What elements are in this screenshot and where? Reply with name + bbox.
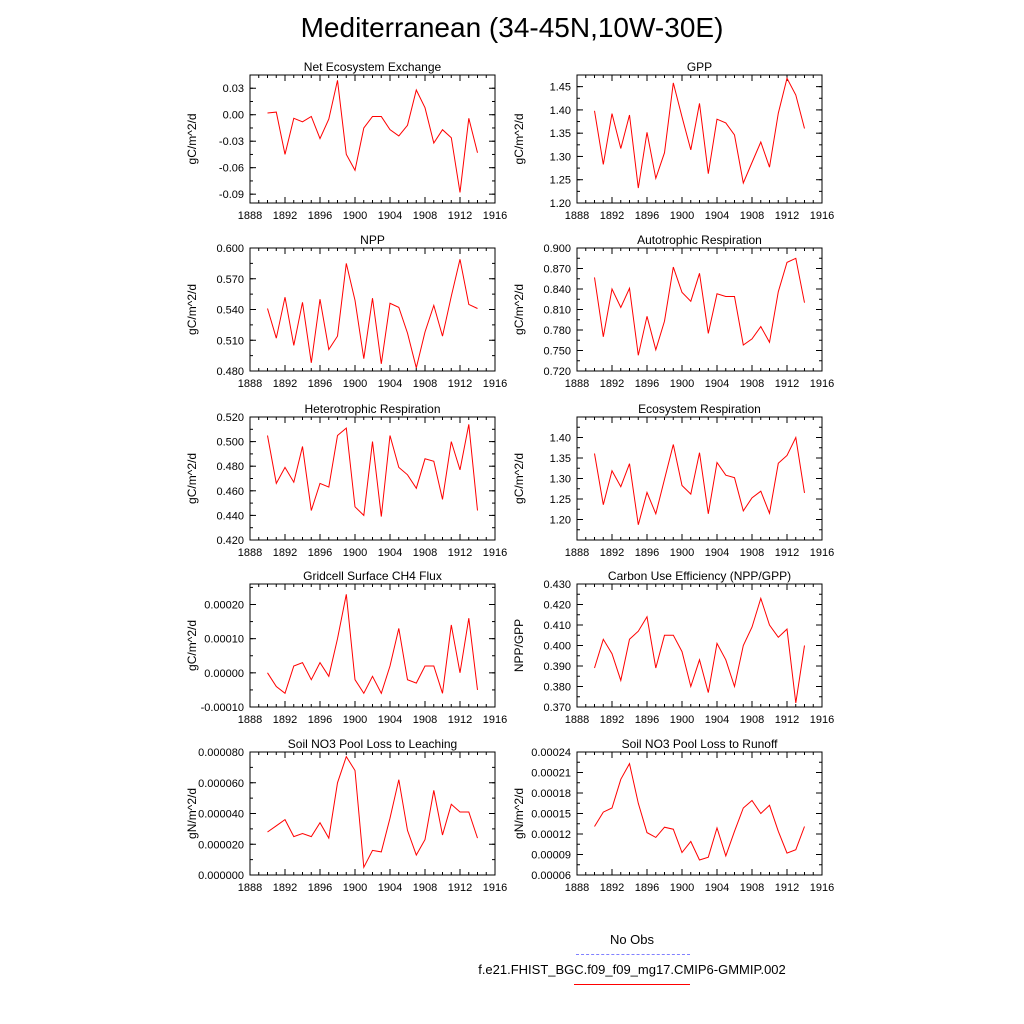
series-line [595, 764, 805, 860]
x-tick-label: 1912 [447, 547, 473, 559]
panel-title: Ecosystem Respiration [638, 402, 761, 416]
x-tick-label: 1892 [599, 378, 625, 390]
y-tick-label: 1.20 [549, 514, 571, 527]
y-tick-label: 0.570 [216, 273, 244, 286]
x-tick-label: 1900 [669, 547, 695, 559]
x-tick-label: 1912 [774, 547, 800, 559]
x-tick-label: 1888 [237, 714, 263, 726]
y-axis-label: NPP/GPP [512, 618, 526, 673]
panel-title: Autotrophic Respiration [637, 233, 762, 247]
y-tick-label: 0.00000 [204, 667, 244, 680]
y-tick-label: 1.25 [549, 494, 571, 506]
x-tick-label: 1900 [342, 378, 368, 390]
x-tick-label: 1900 [669, 210, 695, 222]
y-tick-label: 0.520 [216, 412, 244, 424]
x-tick-label: 1892 [599, 882, 625, 894]
panel-heterotrophic-respiration [185, 402, 507, 559]
x-tick-label: 1916 [809, 882, 835, 894]
series-line [595, 438, 805, 525]
y-tick-label: 1.35 [549, 128, 571, 141]
x-tick-label: 1888 [564, 882, 590, 894]
y-tick-label: 0.00018 [531, 788, 571, 800]
x-tick-label: 1896 [634, 714, 660, 726]
y-tick-label: 0.00020 [204, 599, 244, 612]
y-tick-label: 0.900 [543, 243, 571, 255]
panel-title: Heterotrophic Respiration [304, 402, 441, 416]
x-tick-label: 1900 [342, 714, 368, 726]
series-line [268, 594, 478, 693]
x-tick-label: 1900 [342, 547, 368, 559]
x-tick-label: 1900 [342, 210, 368, 222]
y-tick-label: 0.00009 [531, 849, 571, 862]
x-tick-label: 1900 [669, 714, 695, 726]
x-tick-label: 1888 [237, 210, 263, 222]
x-tick-label: 1916 [482, 547, 508, 559]
x-tick-label: 1916 [482, 714, 508, 726]
y-tick-label: 0.00012 [531, 829, 571, 841]
x-tick-label: 1892 [272, 378, 298, 390]
y-tick-label: 1.20 [549, 198, 571, 210]
y-tick-label: 0.000000 [198, 870, 244, 882]
plot-frame [577, 417, 822, 540]
panel-soil-no3-pool-loss-to-runoff [512, 737, 834, 894]
x-tick-label: 1896 [634, 547, 660, 559]
plot-frame [577, 752, 822, 875]
series-line [268, 259, 478, 368]
x-tick-label: 1892 [272, 210, 298, 222]
y-tick-label: -0.09 [218, 189, 244, 202]
y-tick-label: 0.750 [543, 345, 571, 358]
panel-title: Net Ecosystem Exchange [303, 60, 442, 74]
x-tick-label: 1904 [704, 714, 730, 726]
x-tick-label: 1908 [412, 547, 438, 559]
y-tick-label: 0.400 [543, 640, 571, 653]
series-line [595, 258, 805, 355]
x-tick-label: 1908 [739, 547, 765, 559]
plot-frame [577, 248, 822, 371]
y-tick-label: 0.480 [216, 461, 244, 474]
y-tick-label: 0.000040 [198, 808, 244, 821]
series-line [268, 424, 478, 516]
x-tick-label: 1888 [237, 378, 263, 390]
x-tick-label: 1888 [564, 378, 590, 390]
x-tick-label: 1908 [739, 378, 765, 390]
y-tick-label: 0.00021 [531, 767, 571, 780]
series-line [595, 78, 805, 188]
x-tick-label: 1904 [377, 882, 403, 894]
x-tick-label: 1892 [599, 547, 625, 559]
x-tick-label: 1916 [809, 378, 835, 390]
x-tick-label: 1904 [704, 210, 730, 222]
x-tick-label: 1904 [377, 714, 403, 726]
series-line [268, 757, 478, 868]
y-tick-label: 1.40 [549, 432, 571, 445]
x-tick-label: 1900 [669, 882, 695, 894]
y-axis-label: gC/m^2/d [512, 284, 526, 335]
x-tick-label: 1916 [482, 378, 508, 390]
x-tick-label: 1916 [482, 882, 508, 894]
x-tick-label: 1908 [412, 882, 438, 894]
y-tick-label: 0.480 [216, 366, 244, 378]
series-line [595, 598, 805, 703]
y-axis-label: gC/m^2/d [185, 113, 199, 165]
y-axis-label: gN/m^2/d [185, 788, 199, 839]
x-tick-label: 1916 [809, 547, 835, 559]
x-tick-label: 1912 [774, 714, 800, 726]
panel-title: GPP [686, 60, 713, 74]
y-axis-label: gC/m^2/d [185, 453, 199, 504]
panel-npp [185, 233, 507, 390]
legend-swatch-no-obs [576, 954, 690, 955]
x-tick-label: 1908 [412, 378, 438, 390]
panel-autotrophic-respiration [512, 233, 834, 390]
x-tick-label: 1904 [704, 378, 730, 390]
plot-frame [250, 417, 495, 540]
x-tick-label: 1916 [809, 210, 835, 222]
x-tick-label: 1896 [634, 378, 660, 390]
x-tick-label: 1912 [774, 882, 800, 894]
y-tick-label: 0.370 [543, 702, 571, 714]
x-tick-label: 1892 [272, 714, 298, 726]
y-tick-label: 1.35 [549, 453, 571, 465]
x-tick-label: 1896 [307, 882, 333, 894]
y-tick-label: 0.600 [216, 243, 244, 255]
panel-soil-no3-pool-loss-to-leaching [185, 737, 507, 894]
y-tick-label: 0.00024 [531, 747, 571, 759]
x-tick-label: 1896 [634, 210, 660, 222]
y-tick-label: 0.410 [543, 620, 571, 632]
y-tick-label: 0.000020 [198, 839, 244, 852]
x-tick-label: 1896 [307, 714, 333, 726]
panel-gpp [512, 60, 834, 222]
y-axis-label: gC/m^2/d [185, 284, 199, 335]
x-tick-label: 1896 [634, 882, 660, 894]
y-tick-label: 0.00006 [531, 870, 571, 882]
y-tick-label: 0.00010 [204, 633, 244, 646]
panel-ecosystem-respiration [512, 402, 834, 559]
x-tick-label: 1892 [599, 210, 625, 222]
figure-title: Mediterranean (34-45N,10W-30E) [300, 12, 724, 43]
panel-title: Soil NO3 Pool Loss to Runoff [621, 737, 778, 751]
y-tick-label: -0.00010 [200, 702, 244, 714]
y-tick-label: 0.440 [216, 510, 244, 523]
panel-net-ecosystem-exchange [185, 60, 507, 222]
x-tick-label: 1912 [447, 378, 473, 390]
x-tick-label: 1888 [564, 714, 590, 726]
panel-gridcell-surface-ch4-flux [185, 569, 507, 726]
panel-title: NPP [360, 233, 385, 247]
x-tick-label: 1892 [272, 882, 298, 894]
x-tick-label: 1912 [774, 210, 800, 222]
y-tick-label: 0.380 [543, 681, 571, 694]
panel-title: Gridcell Surface CH4 Flux [303, 569, 442, 583]
x-tick-label: 1912 [774, 378, 800, 390]
y-tick-label: 0.510 [216, 335, 244, 348]
x-tick-label: 1896 [307, 210, 333, 222]
y-axis-label: gN/m^2/d [512, 788, 526, 839]
x-tick-label: 1892 [599, 714, 625, 726]
y-tick-label: 0.840 [543, 284, 571, 296]
x-tick-label: 1892 [272, 547, 298, 559]
y-tick-label: 0.430 [543, 579, 571, 591]
x-tick-label: 1904 [704, 547, 730, 559]
y-tick-label: 1.45 [549, 81, 571, 94]
y-tick-label: 1.30 [549, 151, 571, 164]
x-tick-label: 1912 [447, 882, 473, 894]
x-tick-label: 1908 [412, 210, 438, 222]
x-tick-label: 1904 [377, 378, 403, 390]
y-tick-label: 0.000080 [198, 747, 244, 759]
x-tick-label: 1912 [447, 714, 473, 726]
y-axis-label: gC/m^2/d [512, 453, 526, 504]
y-tick-label: 0.500 [216, 436, 244, 449]
y-tick-label: 0.00 [222, 109, 244, 122]
x-tick-label: 1904 [377, 547, 403, 559]
y-tick-label: 0.460 [216, 485, 244, 498]
y-tick-label: 0.420 [216, 535, 244, 547]
y-axis-label: gC/m^2/d [512, 113, 526, 165]
x-tick-label: 1908 [412, 714, 438, 726]
y-tick-label: 1.30 [549, 473, 571, 486]
x-tick-label: 1896 [307, 547, 333, 559]
panel-title: Carbon Use Efficiency (NPP/GPP) [607, 569, 792, 583]
x-tick-label: 1916 [809, 714, 835, 726]
y-tick-label: 0.870 [543, 263, 571, 276]
y-tick-label: 0.420 [543, 599, 571, 612]
plot-frame [577, 75, 822, 203]
y-tick-label: 0.780 [543, 325, 571, 337]
plot-frame [250, 752, 495, 875]
x-tick-label: 1908 [739, 882, 765, 894]
legend-label-model-run: f.e21.FHIST_BGC.f09_f09_mg17.CMIP6-GMMIP.002 [478, 962, 786, 977]
x-tick-label: 1888 [564, 547, 590, 559]
y-tick-label: 0.000060 [198, 777, 244, 790]
x-tick-label: 1888 [564, 210, 590, 222]
x-tick-label: 1908 [739, 714, 765, 726]
y-tick-label: 0.390 [543, 661, 571, 673]
x-tick-label: 1904 [704, 882, 730, 894]
x-tick-label: 1908 [739, 210, 765, 222]
x-tick-label: 1888 [237, 547, 263, 559]
plot-frame [577, 584, 822, 707]
x-tick-label: 1900 [342, 882, 368, 894]
y-axis-label: gC/m^2/d [185, 620, 199, 671]
legend-label-no-obs: No Obs [609, 932, 655, 947]
x-tick-label: 1904 [377, 210, 403, 222]
y-tick-label: -0.06 [218, 162, 244, 175]
y-tick-label: 0.720 [543, 366, 571, 378]
y-tick-label: 0.540 [216, 304, 244, 317]
series-line [268, 80, 478, 192]
y-tick-label: 0.810 [543, 304, 571, 317]
panel-title: Soil NO3 Pool Loss to Leaching [287, 737, 458, 751]
x-tick-label: 1916 [482, 210, 508, 222]
legend-swatch-model-run [574, 984, 690, 985]
y-tick-label: -0.03 [218, 136, 244, 149]
y-tick-label: 1.40 [549, 104, 571, 117]
y-tick-label: 0.00015 [531, 808, 571, 821]
x-tick-label: 1888 [237, 882, 263, 894]
y-tick-label: 1.25 [549, 174, 571, 187]
x-tick-label: 1896 [307, 378, 333, 390]
panel-carbon-use-efficiency-npp-gpp [512, 569, 834, 726]
y-tick-label: 0.03 [222, 83, 244, 96]
x-tick-label: 1912 [447, 210, 473, 222]
x-tick-label: 1900 [669, 378, 695, 390]
